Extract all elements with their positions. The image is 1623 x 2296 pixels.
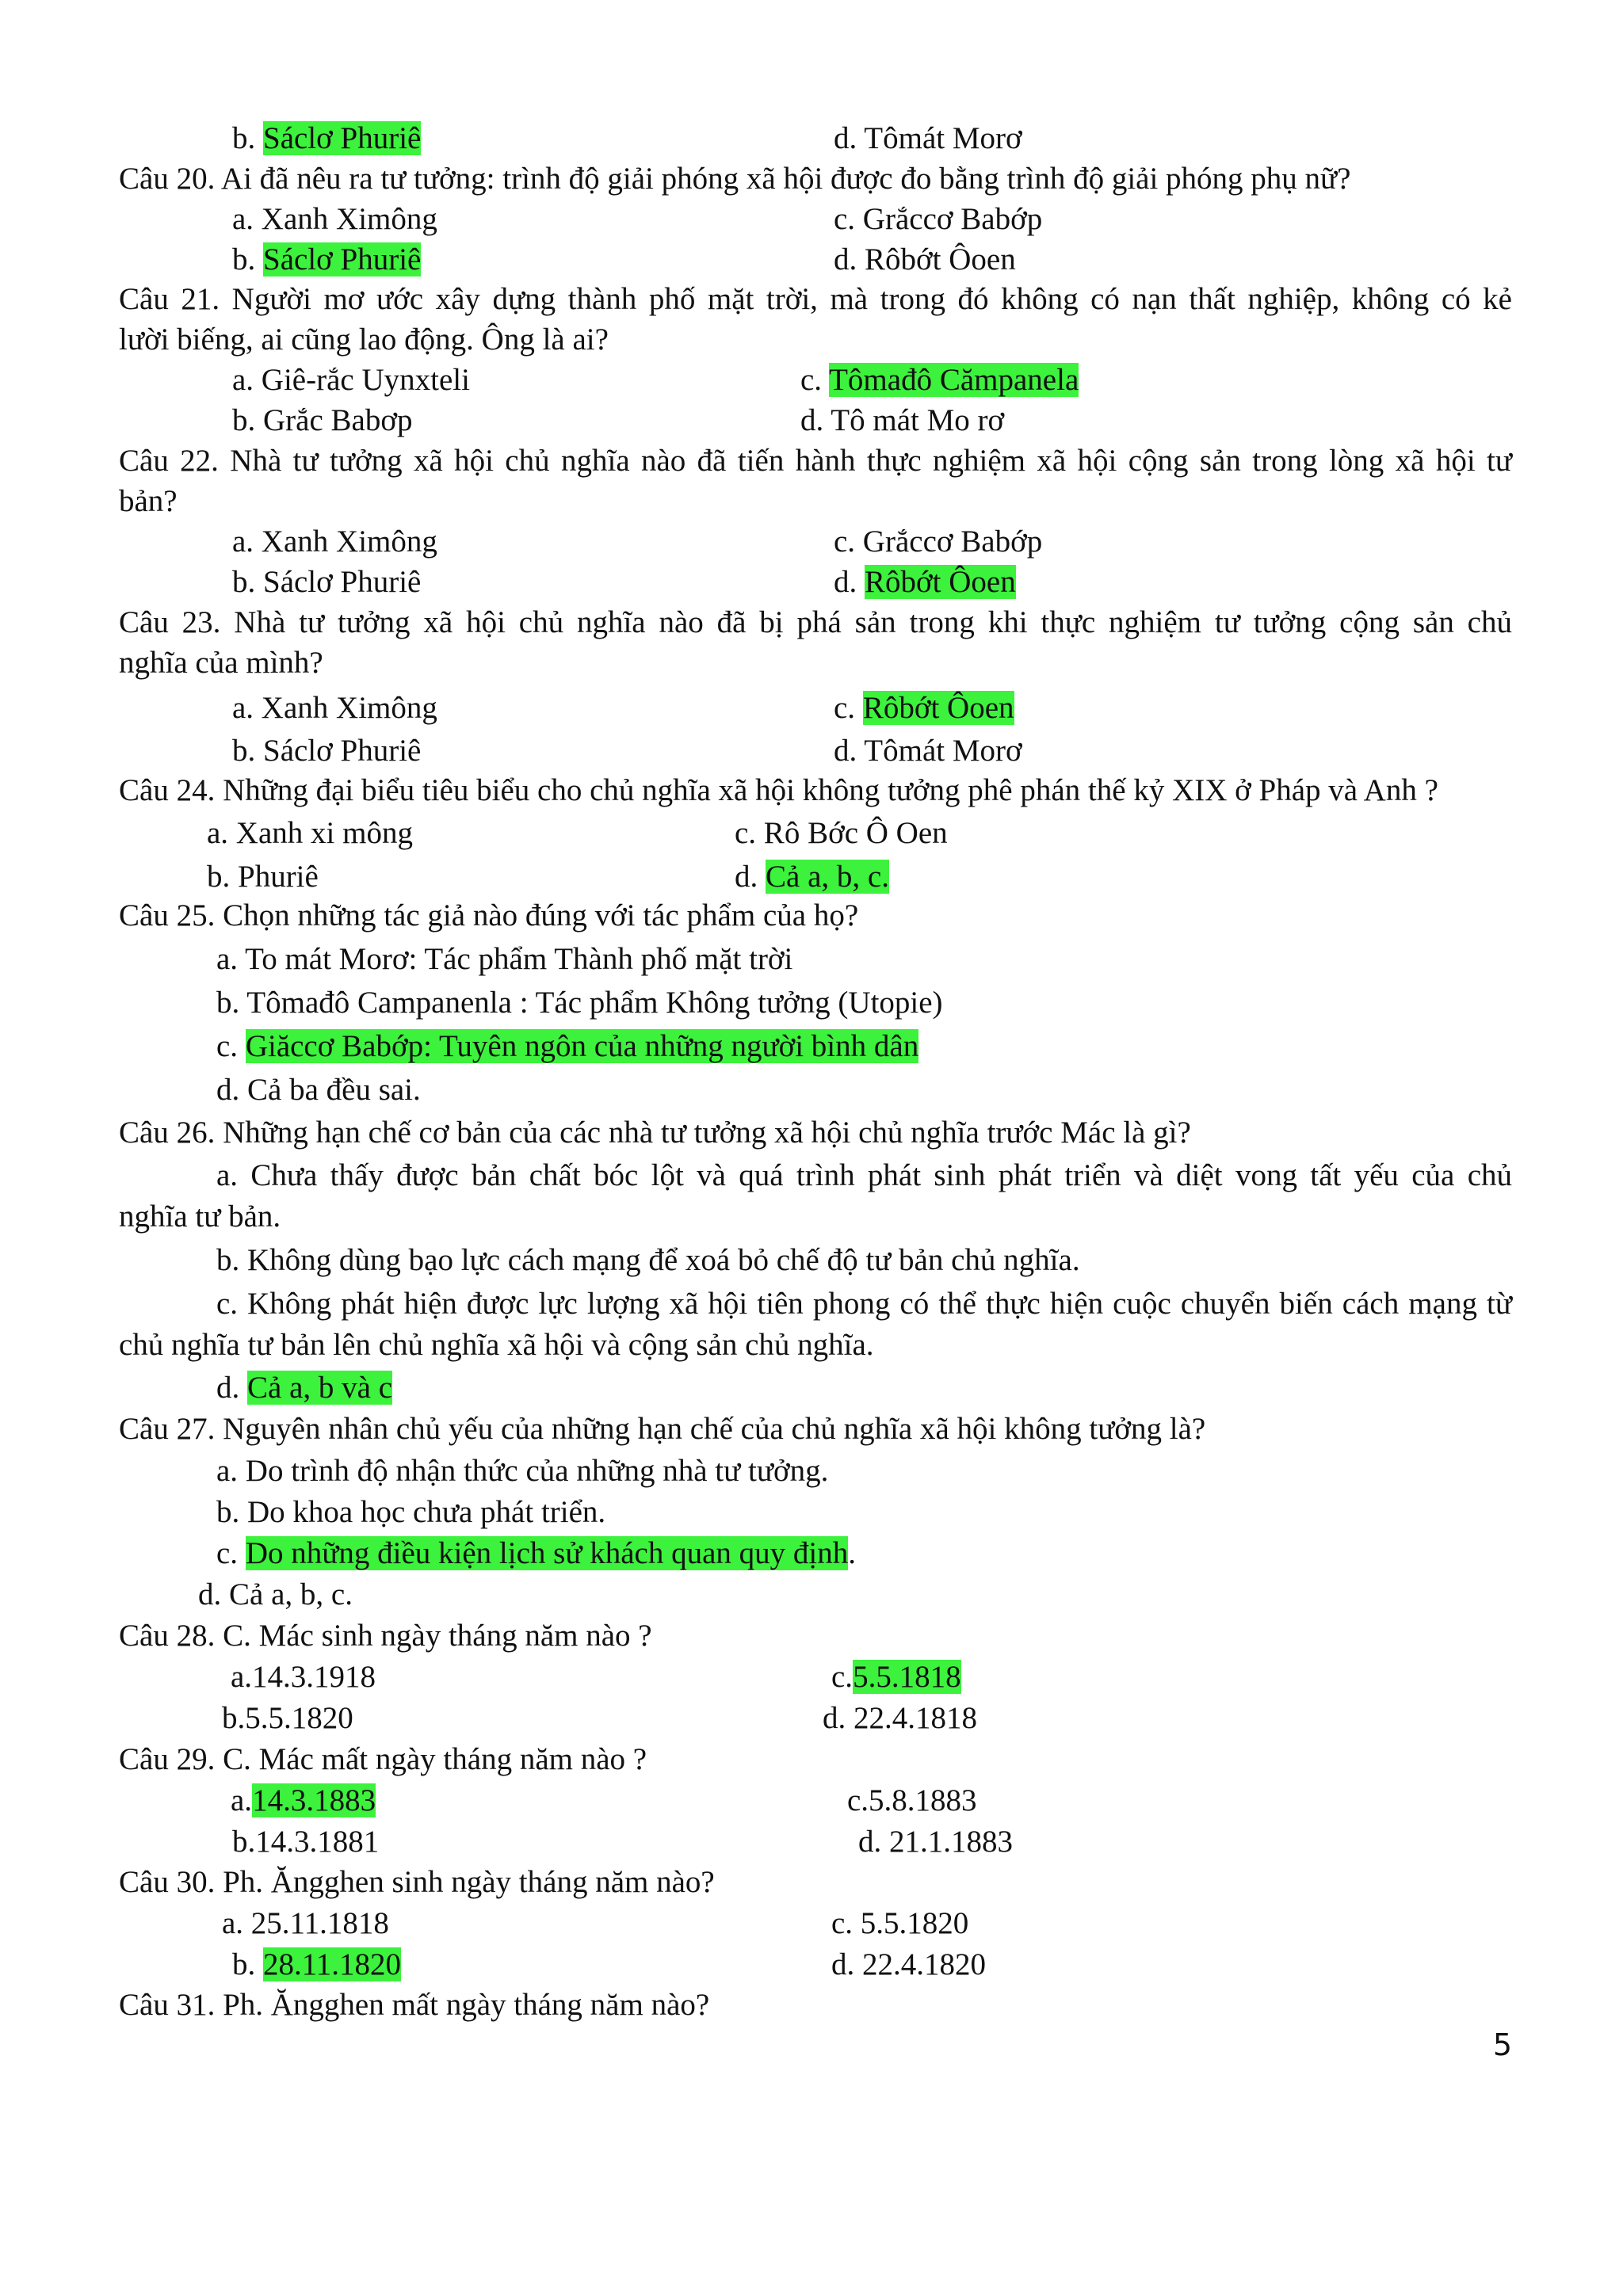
option-text: nghĩa tư bản.	[119, 1199, 281, 1234]
highlighted-answer: Rôbớt Ôoen	[862, 691, 1014, 725]
question-text: Câu 29. C. Mác mất ngày tháng năm nào ?	[119, 1742, 647, 1776]
q24-option-d	[735, 857, 889, 897]
question-text: nghĩa của mình?	[119, 646, 323, 680]
q19-option-d: d. Tômát Morơ	[834, 121, 1022, 155]
q24-option-c: c. Rô Bớc Ô Oen	[735, 816, 948, 850]
highlighted-answer: Do những điều kiện lịch sử khách quan quy định	[245, 1536, 849, 1570]
q20-option-a: a. Xanh Ximông	[232, 202, 437, 236]
q23-option-b: b. Sáclơ Phuriê	[232, 734, 422, 768]
q24-option-a: a. Xanh xi mông	[207, 816, 413, 850]
option-prefix: d.	[216, 1371, 247, 1405]
option-text: a. To mát Morơ: Tác phẩm Thành phố mặt trời	[216, 942, 793, 976]
option-text: chủ nghĩa tư bản lên chủ nghĩa xã hội và cộng sản chủ nghĩa.	[119, 1328, 874, 1362]
option-prefix: c.	[831, 1660, 854, 1694]
question-text: Câu 25. Chọn những tác giả nào đúng với tác phẩm của họ?	[119, 898, 859, 933]
q28-option-d: d. 22.4.1818	[823, 1701, 977, 1735]
q20-option-c: c. Grắccơ Babớp	[834, 202, 1043, 236]
q29-option-d: d. 21.1.1883	[858, 1825, 1013, 1859]
q20-option-d: d. Rôbớt Ôoen	[834, 242, 1016, 277]
question-text: Câu 23. Nhà tư tưởng xã hội chủ nghĩa nào đã bị phá sản trong khi thực nghiệm tư tưởng cộng sản chủ	[119, 605, 1512, 639]
option-prefix: c.	[216, 1029, 246, 1063]
q28-option-b: b.5.5.1820	[222, 1701, 353, 1735]
question-text: Câu 21. Người mơ ước xây dựng thành phố mặt trời, mà trong đó không có nạn thất nghiệp, không có kẻ	[119, 282, 1512, 316]
option-text	[216, 1027, 918, 1066]
q28-option-a: a.14.3.1918	[231, 1660, 376, 1694]
option-prefix: a.	[231, 1783, 253, 1817]
question-text: lười biếng, ai cũng lao động. Ông là ai?	[119, 322, 609, 357]
q22-option-b: b. Sáclơ Phuriê	[232, 565, 422, 599]
option-text: b. Do khoa học chưa phát triển.	[216, 1495, 606, 1529]
q20-option-b	[232, 240, 421, 280]
option-text: c. Không phát hiện được lực lượng xã hội tiên phong có thể thực hiện cuộc chuyển biến cách mạng từ	[216, 1287, 1512, 1321]
highlighted-answer: Cả a, b và c	[247, 1371, 393, 1405]
option-text: a. Do trình độ nhận thức của những nhà tư tưởng.	[216, 1454, 829, 1488]
q30-option-c: c. 5.5.1820	[831, 1906, 969, 1940]
option-text: d. Cả ba đều sai.	[216, 1073, 421, 1107]
highlighted-answer: Giăccơ Babớp: Tuyên ngôn của những người bình dân	[245, 1029, 919, 1063]
q19-option-b	[232, 119, 421, 158]
q29-option-c: c.5.8.1883	[847, 1783, 977, 1817]
highlighted-answer: Sáclơ Phuriê	[263, 242, 422, 277]
option-text	[216, 1534, 856, 1573]
highlighted-answer: 14.3.1883	[252, 1783, 376, 1817]
q21-option-c	[800, 360, 1079, 400]
highlighted-answer: 5.5.1818	[853, 1660, 961, 1694]
question-text: Câu 28. C. Mác sinh ngày tháng năm nào ?	[119, 1619, 652, 1653]
q23-option-a: a. Xanh Ximông	[232, 691, 437, 725]
q28-option-c	[831, 1657, 961, 1697]
option-prefix: c.	[834, 691, 863, 725]
question-text: bản?	[119, 484, 178, 518]
highlighted-answer: 28.11.1820	[263, 1947, 402, 1981]
q30-option-d: d. 22.4.1820	[831, 1947, 986, 1981]
q21-option-a: a. Giê-rắc Uynxteli	[232, 363, 470, 397]
option-suffix: .	[848, 1536, 856, 1570]
option-prefix: d.	[735, 860, 766, 894]
option-prefix: c.	[216, 1536, 246, 1570]
option-text: b. Không dùng bạo lực cách mạng để xoá bỏ chế độ tư bản chủ nghĩa.	[216, 1243, 1080, 1277]
highlighted-answer: Tômađô Cămpanela	[829, 363, 1079, 397]
question-text: Câu 22. Nhà tư tưởng xã hội chủ nghĩa nào đã tiến hành thực nghiệm xã hội cộng sản trong lòng xã hội tư	[119, 444, 1512, 478]
q23-option-d: d. Tômát Morơ	[834, 734, 1022, 768]
q21-option-b: b. Grắc Babơp	[232, 403, 413, 437]
option-prefix: d.	[834, 565, 865, 599]
highlighted-answer: Rôbớt Ôoen	[865, 565, 1016, 599]
highlighted-answer: Sáclơ Phuriê	[263, 121, 422, 155]
option-prefix: b.	[232, 1947, 263, 1981]
highlighted-answer: Cả a, b, c.	[766, 860, 889, 894]
q24-option-b: b. Phuriê	[207, 860, 319, 894]
question-text: Câu 24. Những đại biểu tiêu biểu cho chủ nghĩa xã hội không tưởng phê phán thế kỷ XIX ở Pháp và Anh ?	[119, 773, 1438, 807]
q22-option-a: a. Xanh Ximông	[232, 524, 437, 559]
option-prefix: b.	[232, 121, 263, 155]
q22-option-c: c. Grắccơ Babớp	[834, 524, 1043, 559]
q29-option-b: b.14.3.1881	[232, 1825, 380, 1859]
option-text: d. Cả a, b, c.	[198, 1577, 353, 1611]
option-text: b. Tômađô Campanenla : Tác phẩm Không tưởng (Utopie)	[216, 986, 943, 1020]
question-text: Câu 27. Nguyên nhân chủ yếu của những hạn chế của chủ nghĩa xã hội không tưởng là?	[119, 1412, 1206, 1446]
q22-option-d	[834, 563, 1016, 602]
question-text: Câu 30. Ph. Ăngghen sinh ngày tháng năm nào?	[119, 1865, 715, 1899]
option-prefix: c.	[800, 363, 830, 397]
option-text: a. Chưa thấy được bản chất bóc lột và quá trình phát sinh phát triển và diệt vong tất yếu của chủ	[216, 1158, 1512, 1192]
question-text: Câu 20. Ai đã nêu ra tư tưởng: trình độ giải phóng xã hội được đo bằng trình độ giải phóng phụ nữ?	[119, 162, 1351, 196]
q29-option-a	[231, 1781, 376, 1821]
q30-option-a: a. 25.11.1818	[222, 1906, 389, 1940]
option-prefix: b.	[232, 242, 263, 277]
q30-option-b	[232, 1945, 401, 1985]
q21-option-d: d. Tô mát Mo rơ	[800, 403, 1005, 437]
q23-option-c	[834, 688, 1014, 728]
page-number: 5	[1492, 2027, 1512, 2062]
question-text: Câu 26. Những hạn chế cơ bản của các nhà tư tưởng xã hội chủ nghĩa trước Mác là gì?	[119, 1116, 1191, 1150]
question-text: Câu 31. Ph. Ăngghen mất ngày tháng năm nào?	[119, 1988, 710, 2022]
option-text	[216, 1368, 392, 1408]
